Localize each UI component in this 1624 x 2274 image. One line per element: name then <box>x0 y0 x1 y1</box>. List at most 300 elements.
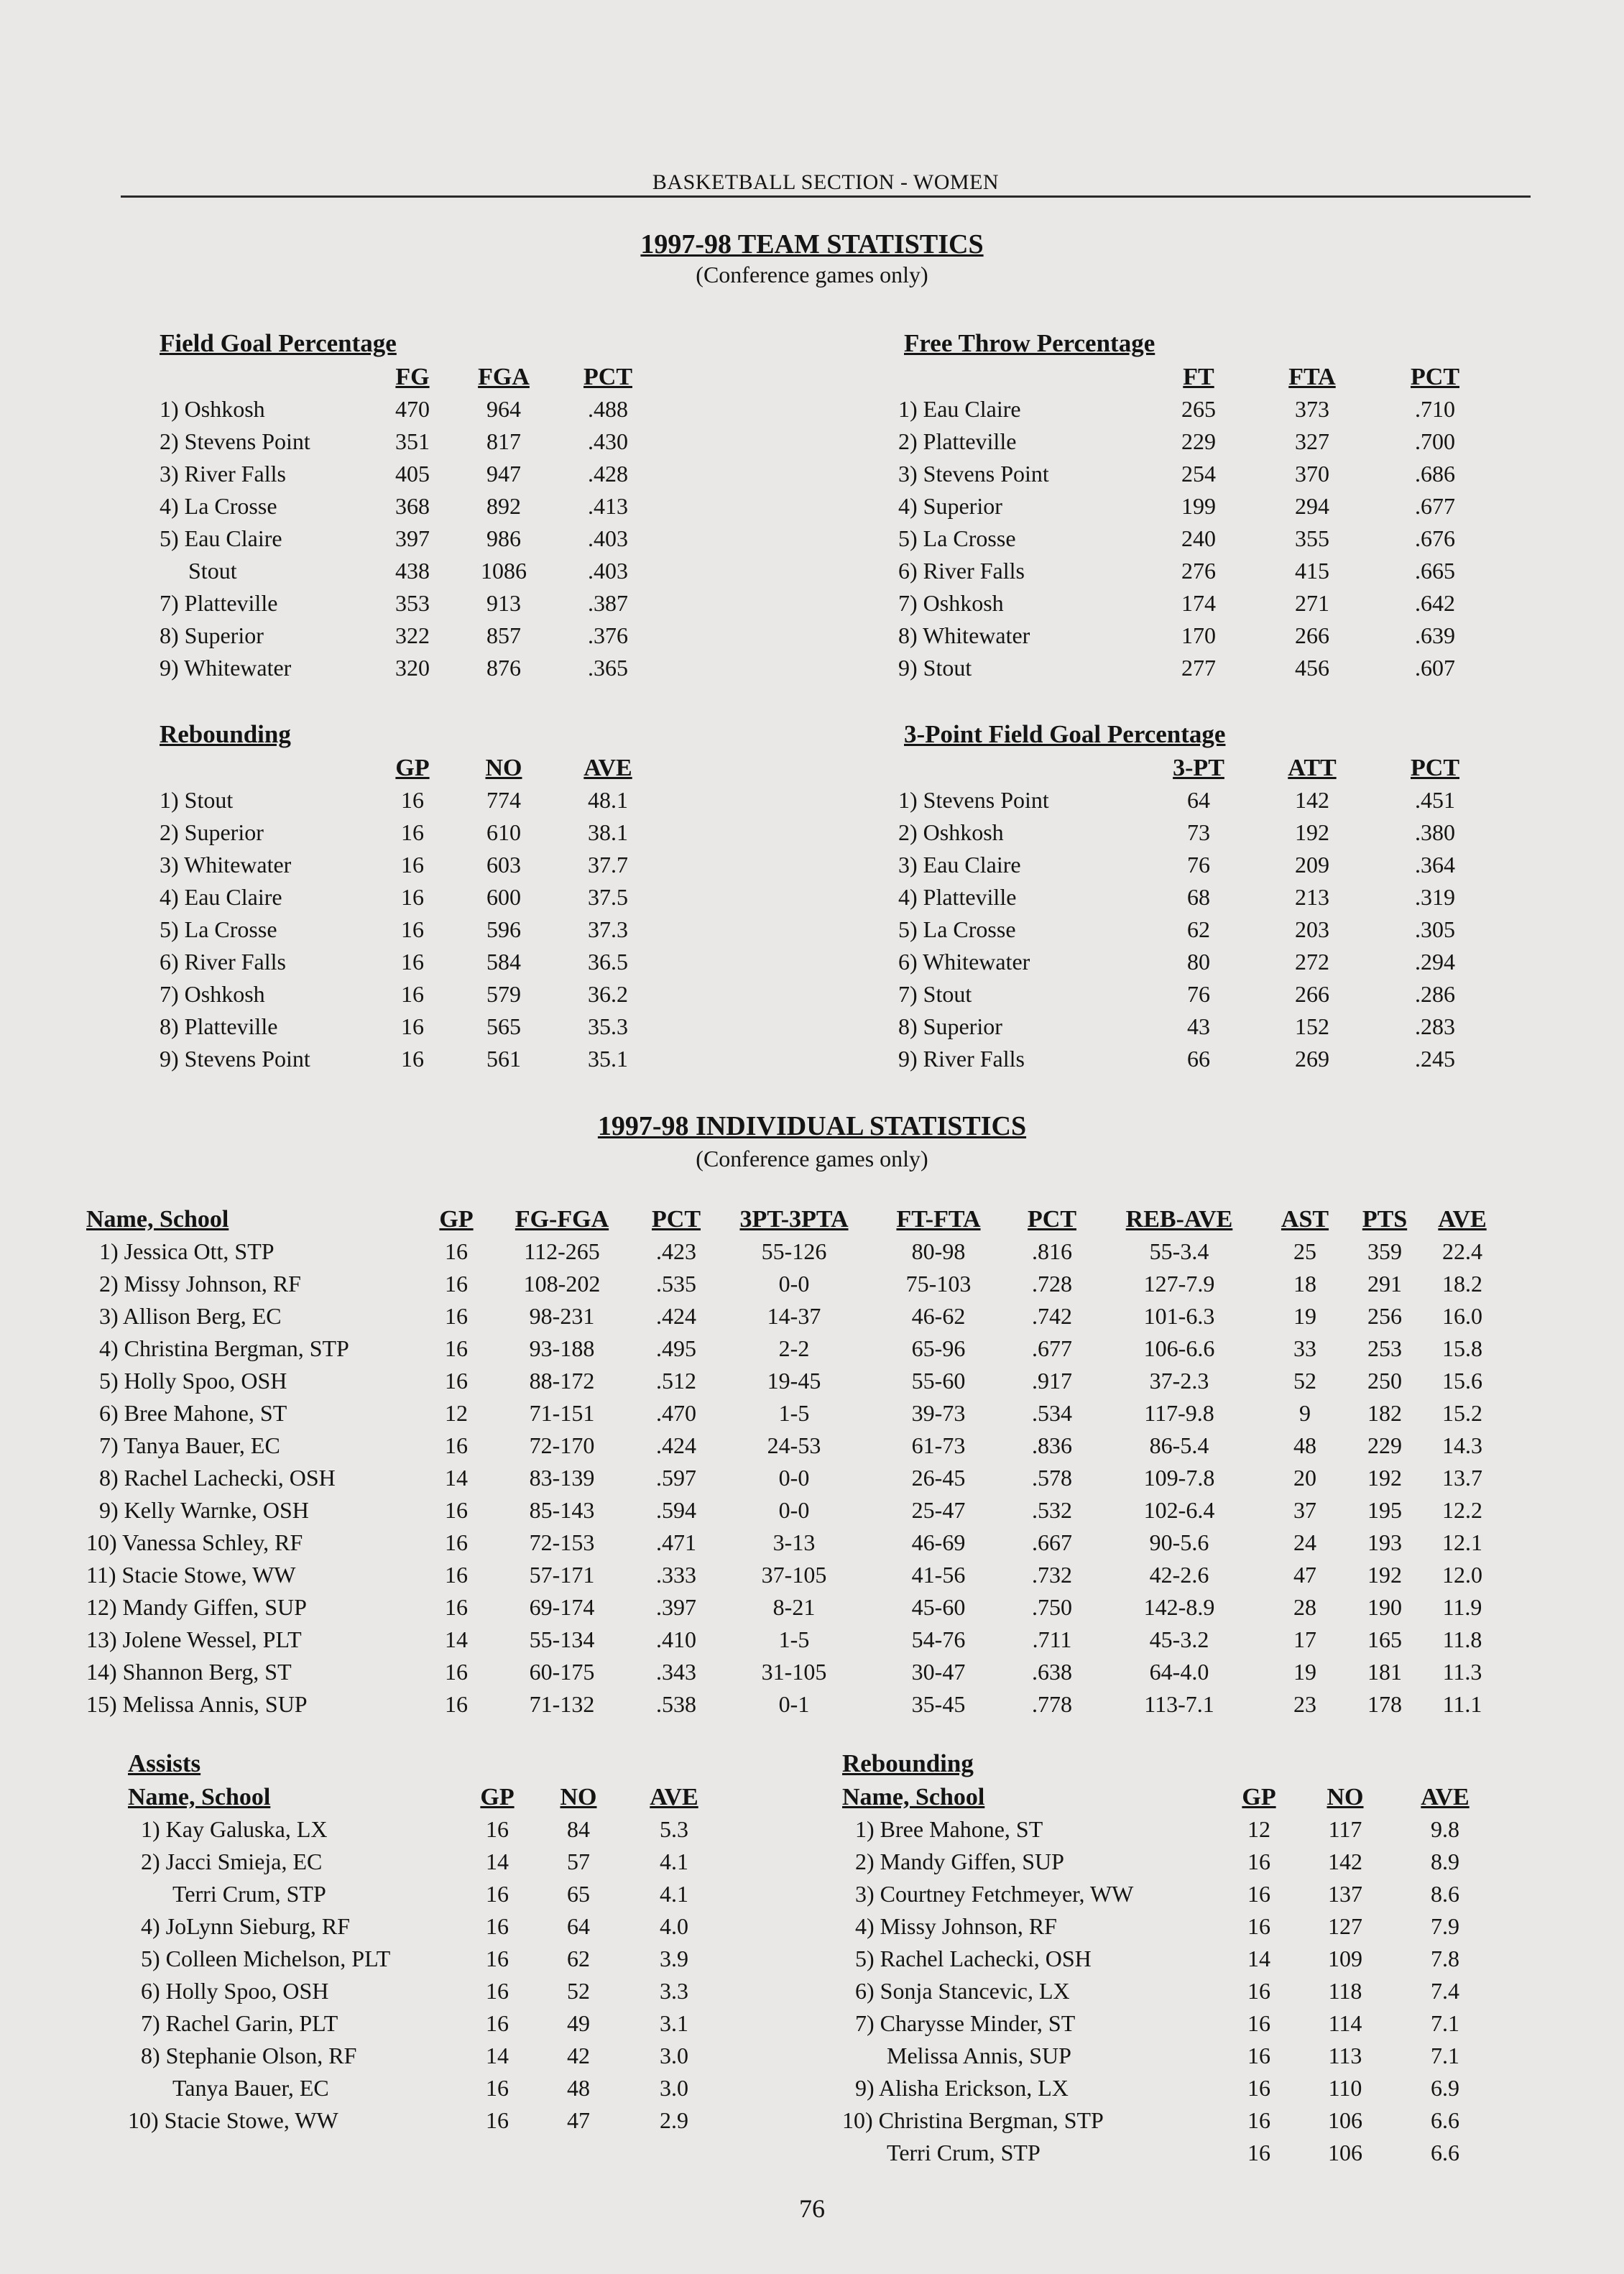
team-row <box>898 881 1495 913</box>
cell-value: 142-8.9 <box>1143 1594 1215 1620</box>
team-row <box>160 1043 660 1075</box>
cell-value: 106 <box>1328 2140 1362 2165</box>
cell-value: 405 <box>395 461 430 487</box>
cell-value: 892 <box>486 493 521 519</box>
cell-value: 16.0 <box>1442 1303 1482 1329</box>
row-label: 1) Stevens Point <box>898 787 1049 813</box>
cell-value: .364 <box>1415 852 1455 878</box>
cell-value: 857 <box>486 622 521 648</box>
team-row <box>898 620 1495 652</box>
cell-value: 57-171 <box>529 1562 595 1588</box>
cell-value: 0-0 <box>778 1497 810 1523</box>
cell-value: .376 <box>588 622 628 648</box>
row-label: 3) River Falls <box>160 461 286 487</box>
row-label: 5) Rachel Lachecki, OSH <box>855 1946 1092 1971</box>
cell-value: 3-13 <box>772 1529 816 1555</box>
cell-value: 3.9 <box>660 1946 688 1971</box>
cell-value: 7.1 <box>1431 2043 1459 2068</box>
cell-value: 351 <box>395 428 430 454</box>
cell-value: 1-5 <box>778 1626 810 1652</box>
row-label: 4) Platteville <box>898 884 1017 910</box>
cell-value: 16 <box>486 1946 509 1971</box>
column-header: FTA <box>1288 364 1336 390</box>
cell-value: 7.1 <box>1431 2010 1459 2036</box>
cell-value: 192 <box>1367 1562 1402 1588</box>
row-label: 7) Oshkosh <box>160 981 265 1007</box>
team-rebounding-table <box>160 752 660 1075</box>
cell-value: 14 <box>1247 1946 1270 1971</box>
cell-value: 127 <box>1328 1913 1362 1939</box>
cell-value: .836 <box>1032 1432 1072 1458</box>
row-label: 5) La Crosse <box>160 916 277 942</box>
cell-value: 415 <box>1295 558 1329 584</box>
cell-value: 110 <box>1328 2075 1362 2101</box>
cell-value: 93-188 <box>529 1335 595 1361</box>
cell-value: 610 <box>486 819 521 845</box>
cell-value: 76 <box>1187 852 1210 878</box>
header-row <box>898 752 1495 784</box>
row-label: 7) Charysse Minder, ST <box>855 2010 1076 2036</box>
cell-value: 43 <box>1187 1013 1210 1039</box>
row-label: 1) Stout <box>160 787 234 813</box>
cell-value: 76 <box>1187 981 1210 1007</box>
cell-value: 913 <box>486 590 521 616</box>
row-label: 4) Missy Johnson, RF <box>855 1913 1057 1939</box>
cell-value: 48 <box>567 2075 590 2101</box>
cell-value: .410 <box>656 1626 696 1652</box>
row-label: 2) Platteville <box>898 428 1017 454</box>
cell-value: 19 <box>1293 1303 1316 1329</box>
cell-value: 181 <box>1367 1659 1402 1685</box>
cell-value: 55-3.4 <box>1149 1238 1209 1264</box>
cell-value: 75-103 <box>905 1271 972 1297</box>
cell-value: 46-69 <box>911 1529 966 1555</box>
column-header: Name, School <box>86 1206 229 1233</box>
team-row <box>160 881 660 913</box>
free-throw-table <box>898 361 1495 684</box>
row-label: 2) Mandy Giffen, SUP <box>855 1849 1064 1874</box>
cell-value: .424 <box>656 1432 696 1458</box>
cell-value: 14-37 <box>767 1303 821 1329</box>
cell-value: 64 <box>1187 787 1210 813</box>
team-row <box>898 1043 1495 1075</box>
cell-value: 584 <box>486 949 521 975</box>
cell-value: 65 <box>567 1881 590 1907</box>
player-row <box>128 2007 724 2040</box>
cell-value: 322 <box>395 622 430 648</box>
cell-value: 16 <box>486 2075 509 2101</box>
column-header-blank <box>160 752 374 784</box>
cell-value: 48.1 <box>588 787 628 813</box>
cell-value: .488 <box>588 396 628 422</box>
cell-value: .742 <box>1032 1303 1072 1329</box>
player-row <box>128 1975 724 2007</box>
row-label: 4) Eau Claire <box>160 884 282 910</box>
cell-value: .245 <box>1415 1046 1455 1072</box>
cell-value: 192 <box>1295 819 1329 845</box>
cell-value: 277 <box>1181 655 1216 681</box>
player-row <box>86 1688 1502 1721</box>
row-label: 9) River Falls <box>898 1046 1025 1072</box>
column-header: PCT <box>1411 755 1459 781</box>
team-stats-subtitle: (Conference games only) <box>696 262 928 287</box>
cell-value: .294 <box>1415 949 1455 975</box>
column-header: GP <box>395 755 430 781</box>
team-row <box>160 913 660 946</box>
cell-value: 3.0 <box>660 2043 688 2068</box>
page-number: 76 <box>799 2194 825 2223</box>
player-row <box>86 1559 1502 1591</box>
cell-value: 45-60 <box>911 1594 966 1620</box>
cell-value: 16 <box>1247 2140 1270 2165</box>
row-label: 10) Christina Bergman, STP <box>842 2107 1104 2133</box>
cell-value: .676 <box>1415 525 1455 551</box>
row-label: 1) Jessica Ott, STP <box>99 1238 274 1264</box>
cell-value: 15.6 <box>1442 1368 1482 1394</box>
cell-value: 37 <box>1293 1497 1316 1523</box>
row-label: 3) Stevens Point <box>898 461 1049 487</box>
cell-value: 16 <box>1247 1849 1270 1874</box>
player-row <box>86 1332 1502 1365</box>
cell-value: .732 <box>1032 1562 1072 1588</box>
individual-rebounding-table <box>842 1781 1495 2169</box>
team-row <box>898 490 1495 523</box>
cell-value: .711 <box>1032 1626 1072 1652</box>
cell-value: 62 <box>1187 916 1210 942</box>
player-row <box>842 1943 1495 1975</box>
cell-value: 266 <box>1295 622 1329 648</box>
column-header: NO <box>485 755 522 781</box>
cell-value: 16 <box>1247 1913 1270 1939</box>
column-header: NO <box>560 1784 597 1810</box>
cell-value: 18 <box>1293 1271 1316 1297</box>
player-row <box>86 1430 1502 1462</box>
cell-value: .387 <box>588 590 628 616</box>
cell-value: 55-134 <box>529 1626 595 1652</box>
team-row <box>898 816 1495 849</box>
team-row <box>160 458 660 490</box>
column-header: AVE <box>583 755 632 781</box>
player-row <box>842 1846 1495 1878</box>
cell-value: 203 <box>1295 916 1329 942</box>
row-label: 8) Rachel Lachecki, OSH <box>99 1465 336 1491</box>
cell-value: 291 <box>1367 1271 1402 1297</box>
cell-value: 80 <box>1187 949 1210 975</box>
cell-value: 16 <box>401 1013 424 1039</box>
cell-value: 90-5.6 <box>1149 1529 1209 1555</box>
column-header: PCT <box>1028 1206 1076 1233</box>
row-label: 6) Sonja Stancevic, LX <box>855 1978 1070 2004</box>
cell-value: 199 <box>1181 493 1216 519</box>
individual-stats-subtitle: (Conference games only) <box>696 1146 928 1171</box>
player-row <box>128 1943 724 1975</box>
row-label: 7) Stout <box>898 981 972 1007</box>
row-label: 3) Eau Claire <box>898 852 1021 878</box>
cell-value: 3.0 <box>660 2075 688 2101</box>
cell-value: 72-170 <box>529 1432 595 1458</box>
cell-value: 16 <box>401 916 424 942</box>
cell-value: 42-2.6 <box>1149 1562 1209 1588</box>
cell-value: .594 <box>656 1497 696 1523</box>
column-header-blank <box>898 752 1148 784</box>
three-point-title: 3-Point Field Goal Percentage <box>904 720 1226 748</box>
cell-value: 0-1 <box>778 1691 810 1717</box>
cell-value: 4.1 <box>660 1849 688 1874</box>
team-row <box>160 555 660 587</box>
cell-value: 137 <box>1328 1881 1362 1907</box>
cell-value: 0-0 <box>778 1271 810 1297</box>
cell-value: 8.9 <box>1431 1849 1459 1874</box>
cell-value: 9.8 <box>1431 1816 1459 1842</box>
cell-value: 16 <box>445 1529 468 1555</box>
team-row <box>160 1011 660 1043</box>
row-label: 3) Allison Berg, EC <box>99 1303 282 1329</box>
cell-value: 11.8 <box>1442 1626 1482 1652</box>
cell-value: 71-151 <box>529 1400 595 1426</box>
row-label: 9) Kelly Warnke, OSH <box>99 1497 309 1523</box>
cell-value: 876 <box>486 655 521 681</box>
cell-value: 73 <box>1187 819 1210 845</box>
row-label: 3) Whitewater <box>160 852 292 878</box>
cell-value: .380 <box>1415 819 1455 845</box>
row-label: 7) Tanya Bauer, EC <box>99 1432 280 1458</box>
row-label: 2) Jacci Smieja, EC <box>141 1849 323 1874</box>
cell-value: 266 <box>1295 981 1329 1007</box>
cell-value: 16 <box>445 1303 468 1329</box>
cell-value: 240 <box>1181 525 1216 551</box>
cell-value: 600 <box>486 884 521 910</box>
cell-value: 16 <box>1247 1978 1270 2004</box>
row-label: 1) Eau Claire <box>898 396 1021 422</box>
cell-value: 16 <box>445 1335 468 1361</box>
cell-value: 49 <box>567 2010 590 2036</box>
cell-value: .423 <box>656 1238 696 1264</box>
player-row <box>842 1910 1495 1943</box>
cell-value: .428 <box>588 461 628 487</box>
cell-value: 60-175 <box>529 1659 595 1685</box>
cell-value: .677 <box>1032 1335 1072 1361</box>
cell-value: 250 <box>1367 1368 1402 1394</box>
cell-value: 14 <box>486 1849 509 1874</box>
cell-value: 16 <box>401 787 424 813</box>
cell-value: 947 <box>486 461 521 487</box>
cell-value: 66 <box>1187 1046 1210 1072</box>
player-row <box>86 1591 1502 1624</box>
cell-value: 45-3.2 <box>1149 1626 1209 1652</box>
team-row <box>160 587 660 620</box>
cell-value: 192 <box>1367 1465 1402 1491</box>
cell-value: 16 <box>1247 2010 1270 2036</box>
cell-value: 16 <box>486 2010 509 2036</box>
column-header: 3PT-3PTA <box>739 1206 849 1233</box>
team-row <box>160 946 660 978</box>
column-header: NO <box>1327 1784 1364 1810</box>
cell-value: 64 <box>567 1913 590 1939</box>
cell-value: 37-2.3 <box>1149 1368 1209 1394</box>
cell-value: 17 <box>1293 1626 1316 1652</box>
cell-value: 35.3 <box>588 1013 628 1039</box>
cell-value: .667 <box>1032 1529 1072 1555</box>
cell-value: 127-7.9 <box>1143 1271 1215 1297</box>
cell-value: 15.2 <box>1442 1400 1482 1426</box>
cell-value: .917 <box>1032 1368 1072 1394</box>
row-label: 10) Stacie Stowe, WW <box>128 2107 338 2133</box>
column-header: Name, School <box>128 1784 271 1810</box>
cell-value: 438 <box>395 558 430 584</box>
column-header: FG-FGA <box>515 1206 609 1233</box>
cell-value: .397 <box>656 1594 696 1620</box>
team-rebounding-title: Rebounding <box>160 720 291 748</box>
cell-value: .495 <box>656 1335 696 1361</box>
cell-value: 25-47 <box>911 1497 966 1523</box>
cell-value: 397 <box>395 525 430 551</box>
cell-value: 209 <box>1295 852 1329 878</box>
cell-value: 16 <box>401 819 424 845</box>
row-label: 6) River Falls <box>898 558 1025 584</box>
cell-value: 3.1 <box>660 2010 688 2036</box>
cell-value: .413 <box>588 493 628 519</box>
cell-value: 174 <box>1181 590 1216 616</box>
cell-value: 269 <box>1295 1046 1329 1072</box>
cell-value: .607 <box>1415 655 1455 681</box>
cell-value: .532 <box>1032 1497 1072 1523</box>
cell-value: .535 <box>656 1271 696 1297</box>
team-row <box>898 555 1495 587</box>
team-row <box>160 620 660 652</box>
cell-value: 14.3 <box>1442 1432 1482 1458</box>
cell-value: .778 <box>1032 1691 1072 1717</box>
cell-value: 86-5.4 <box>1149 1432 1209 1458</box>
row-label: 9) Stevens Point <box>160 1046 310 1072</box>
individual-stats-title: 1997-98 INDIVIDUAL STATISTICS <box>597 1111 1027 1141</box>
cell-value: 11.3 <box>1442 1659 1482 1685</box>
cell-value: .700 <box>1415 428 1455 454</box>
cell-value: 36.5 <box>588 949 628 975</box>
cell-value: 229 <box>1367 1432 1402 1458</box>
cell-value: 774 <box>486 787 521 813</box>
column-header: PCT <box>583 364 632 390</box>
player-row <box>842 2137 1495 2169</box>
row-label: 8) Stephanie Olson, RF <box>141 2043 357 2068</box>
cell-value: 190 <box>1367 1594 1402 1620</box>
row-label: 6) Holly Spoo, OSH <box>141 1978 329 2004</box>
cell-value: 113-7.1 <box>1144 1691 1214 1717</box>
cell-value: .750 <box>1032 1594 1072 1620</box>
cell-value: 2-2 <box>778 1335 810 1361</box>
cell-value: 14 <box>486 2043 509 2068</box>
row-label: 14) Shannon Berg, ST <box>86 1659 292 1685</box>
cell-value: .728 <box>1032 1271 1072 1297</box>
cell-value: 54-76 <box>911 1626 966 1652</box>
player-row <box>86 1624 1502 1656</box>
column-header: 3-PT <box>1173 755 1224 781</box>
row-label: 4) La Crosse <box>160 493 277 519</box>
cell-value: 320 <box>395 655 430 681</box>
player-row <box>842 1878 1495 1910</box>
row-label: 2) Missy Johnson, RF <box>99 1271 301 1297</box>
column-header: PCT <box>652 1206 701 1233</box>
cell-value: 294 <box>1295 493 1329 519</box>
row-label: 6) Bree Mahone, ST <box>99 1400 287 1426</box>
cell-value: 64-4.0 <box>1149 1659 1209 1685</box>
cell-value: 195 <box>1367 1497 1402 1523</box>
row-label: 8) Platteville <box>160 1013 278 1039</box>
row-label: 7) Rachel Garin, PLT <box>141 2010 338 2036</box>
cell-value: 271 <box>1295 590 1329 616</box>
team-row <box>898 587 1495 620</box>
player-row <box>86 1397 1502 1430</box>
cell-value: 16 <box>445 1659 468 1685</box>
cell-value: .430 <box>588 428 628 454</box>
cell-value: 19-45 <box>767 1368 821 1394</box>
cell-value: 16 <box>445 1238 468 1264</box>
row-label: 15) Melissa Annis, SUP <box>86 1691 308 1717</box>
row-label: 5) Eau Claire <box>160 525 282 551</box>
cell-value: 47 <box>567 2107 590 2133</box>
player-row <box>842 1975 1495 2007</box>
cell-value: 35-45 <box>911 1691 966 1717</box>
cell-value: .305 <box>1415 916 1455 942</box>
cell-value: 15.8 <box>1442 1335 1482 1361</box>
cell-value: 37.5 <box>588 884 628 910</box>
cell-value: 25 <box>1293 1238 1316 1264</box>
team-row <box>898 946 1495 978</box>
row-label: 12) Mandy Giffen, SUP <box>86 1594 307 1620</box>
cell-value: 470 <box>395 396 430 422</box>
row-label: 3) Courtney Fetchmeyer, WW <box>855 1881 1134 1907</box>
individual-stats-table <box>86 1203 1502 1721</box>
column-header: FGA <box>478 364 530 390</box>
cell-value: 19 <box>1293 1659 1316 1685</box>
cell-value: 12.0 <box>1442 1562 1482 1588</box>
team-row <box>160 652 660 684</box>
row-label: 5) La Crosse <box>898 916 1016 942</box>
row-label: 7) Oshkosh <box>898 590 1004 616</box>
cell-value: 8-21 <box>772 1594 816 1620</box>
cell-value: .710 <box>1415 396 1455 422</box>
team-row <box>160 978 660 1011</box>
cell-value: 24 <box>1293 1529 1316 1555</box>
free-throw-title: Free Throw Percentage <box>904 329 1155 357</box>
column-header: GP <box>1242 1784 1276 1810</box>
cell-value: 16 <box>445 1594 468 1620</box>
cell-value: 57 <box>567 1849 590 1874</box>
cell-value: 37.7 <box>588 852 628 878</box>
cell-value: 16 <box>1247 2043 1270 2068</box>
cell-value: 596 <box>486 916 521 942</box>
header-row <box>128 1781 724 1813</box>
cell-value: 373 <box>1295 396 1329 422</box>
row-label: 5) La Crosse <box>898 525 1016 551</box>
cell-value: 152 <box>1295 1013 1329 1039</box>
cell-value: .424 <box>656 1303 696 1329</box>
row-label: Terri Crum, STP <box>172 1881 326 1907</box>
row-label: 5) Colleen Michelson, PLT <box>141 1946 391 1971</box>
cell-value: 12.2 <box>1442 1497 1482 1523</box>
cell-value: 182 <box>1367 1400 1402 1426</box>
column-header: AVE <box>1438 1206 1487 1233</box>
row-label: 7) Platteville <box>160 590 278 616</box>
cell-value: 4.1 <box>660 1881 688 1907</box>
cell-value: 37.3 <box>588 916 628 942</box>
cell-value: 36.2 <box>588 981 628 1007</box>
cell-value: 55-126 <box>761 1238 827 1264</box>
cell-value: 101-6.3 <box>1143 1303 1215 1329</box>
cell-value: .578 <box>1032 1465 1072 1491</box>
column-header-blank <box>160 361 374 393</box>
cell-value: .597 <box>656 1465 696 1491</box>
row-label: 1) Kay Galuska, LX <box>141 1816 328 1842</box>
